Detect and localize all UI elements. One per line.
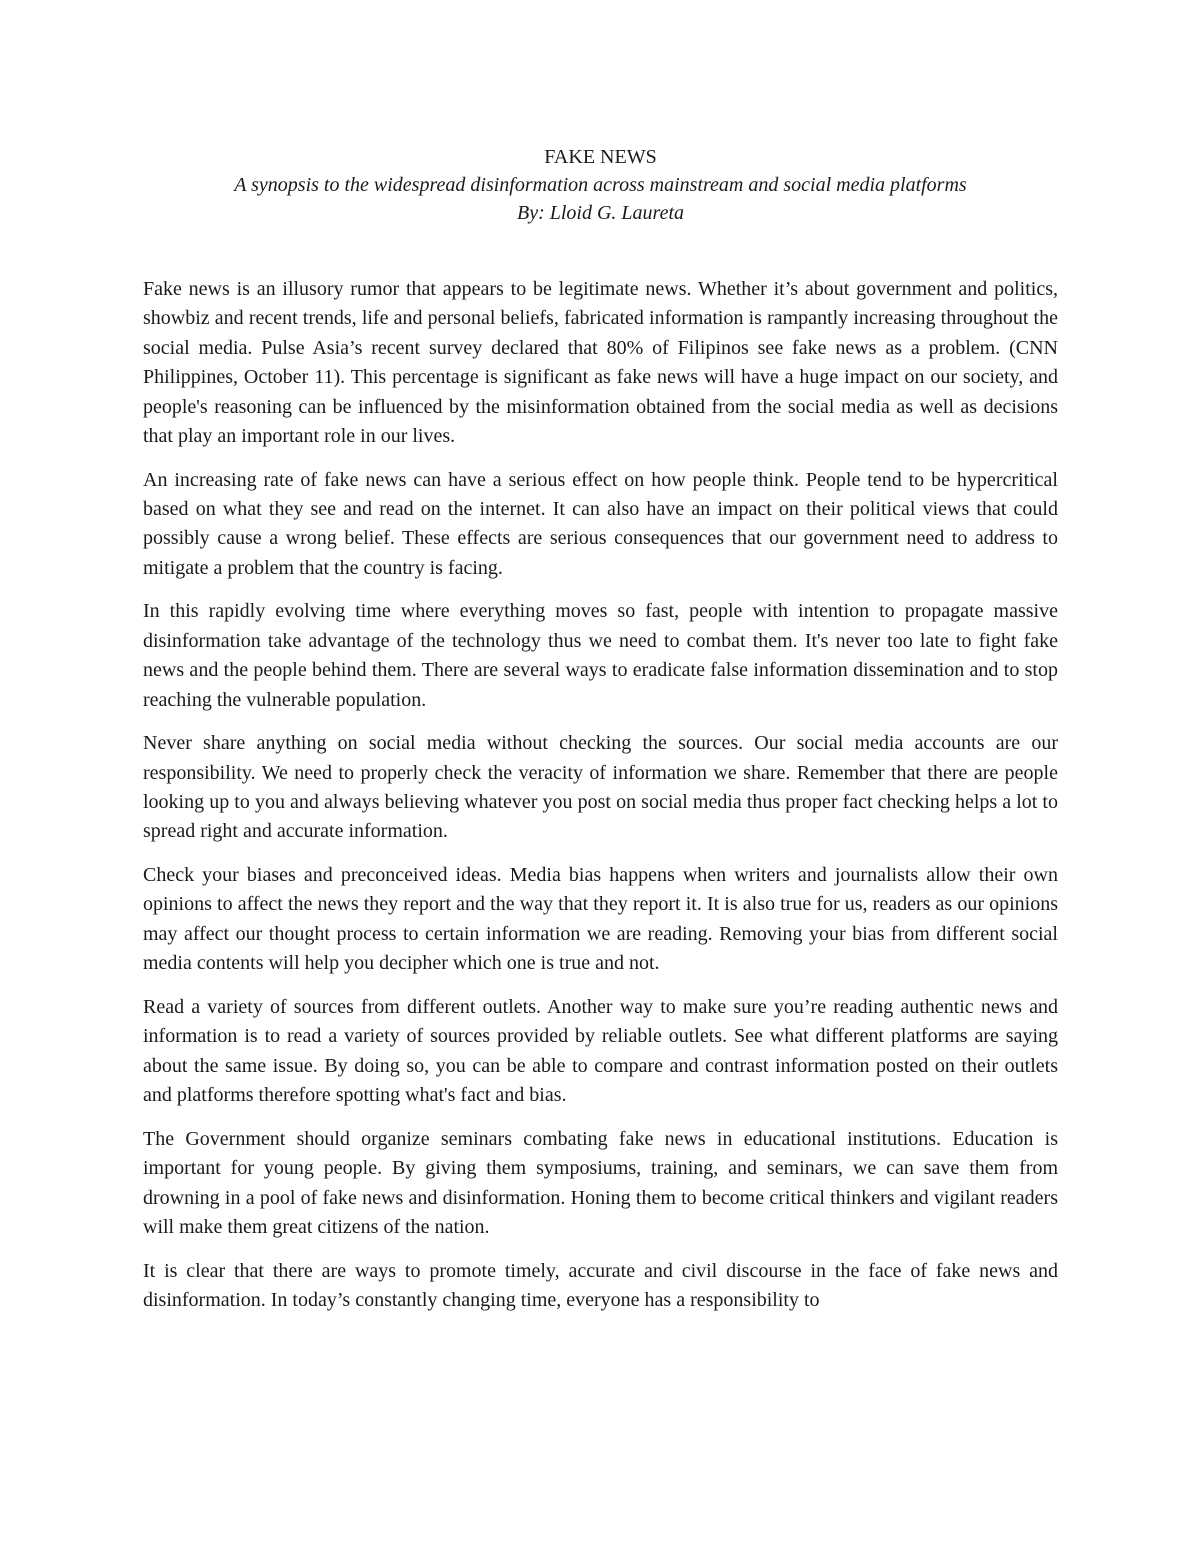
- paragraph-effects: An increasing rate of fake news can have a serious effect on how people think. People tend to be hypercritical based on what they see and read on the internet. It can also have an impact on their political views that could possibly cause a wrong belief. These effects are serious consequences that our government need to address to mitigate a problem that the country is facing.: [143, 468, 1058, 579]
- document-title: FAKE NEWS: [544, 146, 657, 168]
- paragraph-check-biases: Check your biases and preconceived ideas. Media bias happens when writers and journalists allow their own opinions to affect the news they report and the way that they report it. It is also true for us, readers as our opinions may affect our thought process to certain information we are reading. Removing your bias from different social media contents will help you decipher which one is true and not.: [143, 864, 1058, 975]
- paragraph-conclusion: It is clear that there are ways to promote timely, accurate and civil discourse in the face of fake news and disinformation. In today’s constantly changing time, everyone has a responsibility to: [143, 1259, 1058, 1311]
- document-body: [143, 275, 1058, 1315]
- document-header: [143, 143, 1058, 227]
- document-subtitle: A synopsis to the widespread disinformation across mainstream and social media platforms: [234, 174, 967, 196]
- paragraph-introduction: Fake news is an illusory rumor that appears to be legitimate news. Whether it’s about government and politics, showbiz and recent trends, life and personal beliefs, fabricated information is rampantly increasing throughout the social media. Pulse Asia’s recent survey declared that 80% of Filipinos see fake news as a problem. (CNN Philippines, October 11). This percentage is significant as fake news will have a huge impact on our society, and people's reasoning can be influenced by the misinformation obtained from the social media as well as decisions that play an important role in our lives.: [143, 278, 1058, 448]
- paragraph-variety-sources: Read a variety of sources from different outlets. Another way to make sure you’re reading authentic news and information is to read a variety of sources provided by reliable outlets. See what different platforms are saying about the same issue. By doing so, you can be able to compare and contrast information posted on their outlets and platforms therefore spotting what's fact and bias.: [143, 995, 1058, 1107]
- paragraph-government-seminars: The Government should organize seminars combating fake news in educational institutions. Education is important for young people. By giving them symposiums, training, and seminars, we can save them from drowning in a pool of fake news and disinformation. Honing them to become critical thinkers and vigilant readers will make them great citizens of the nation.: [143, 1127, 1058, 1238]
- paragraph-combat: In this rapidly evolving time where everything moves so fast, people with intention to propagate massive disinformation take advantage of the technology thus we need to combat them. It's never too late to fight fake news and the people behind them. There are several ways to eradicate false information dissemination and to stop reaching the vulnerable population.: [143, 600, 1058, 711]
- document-author: By: Lloid G. Laureta: [516, 202, 685, 224]
- document-page: [143, 143, 1058, 1330]
- paragraph-check-sources: Never share anything on social media without checking the sources. Our social media accounts are our responsibility. We need to properly check the veracity of information we share. Remember that there are people looking up to you and always believing whatever you post on social media thus proper fact checking helps a lot to spread right and accurate information.: [143, 732, 1058, 843]
